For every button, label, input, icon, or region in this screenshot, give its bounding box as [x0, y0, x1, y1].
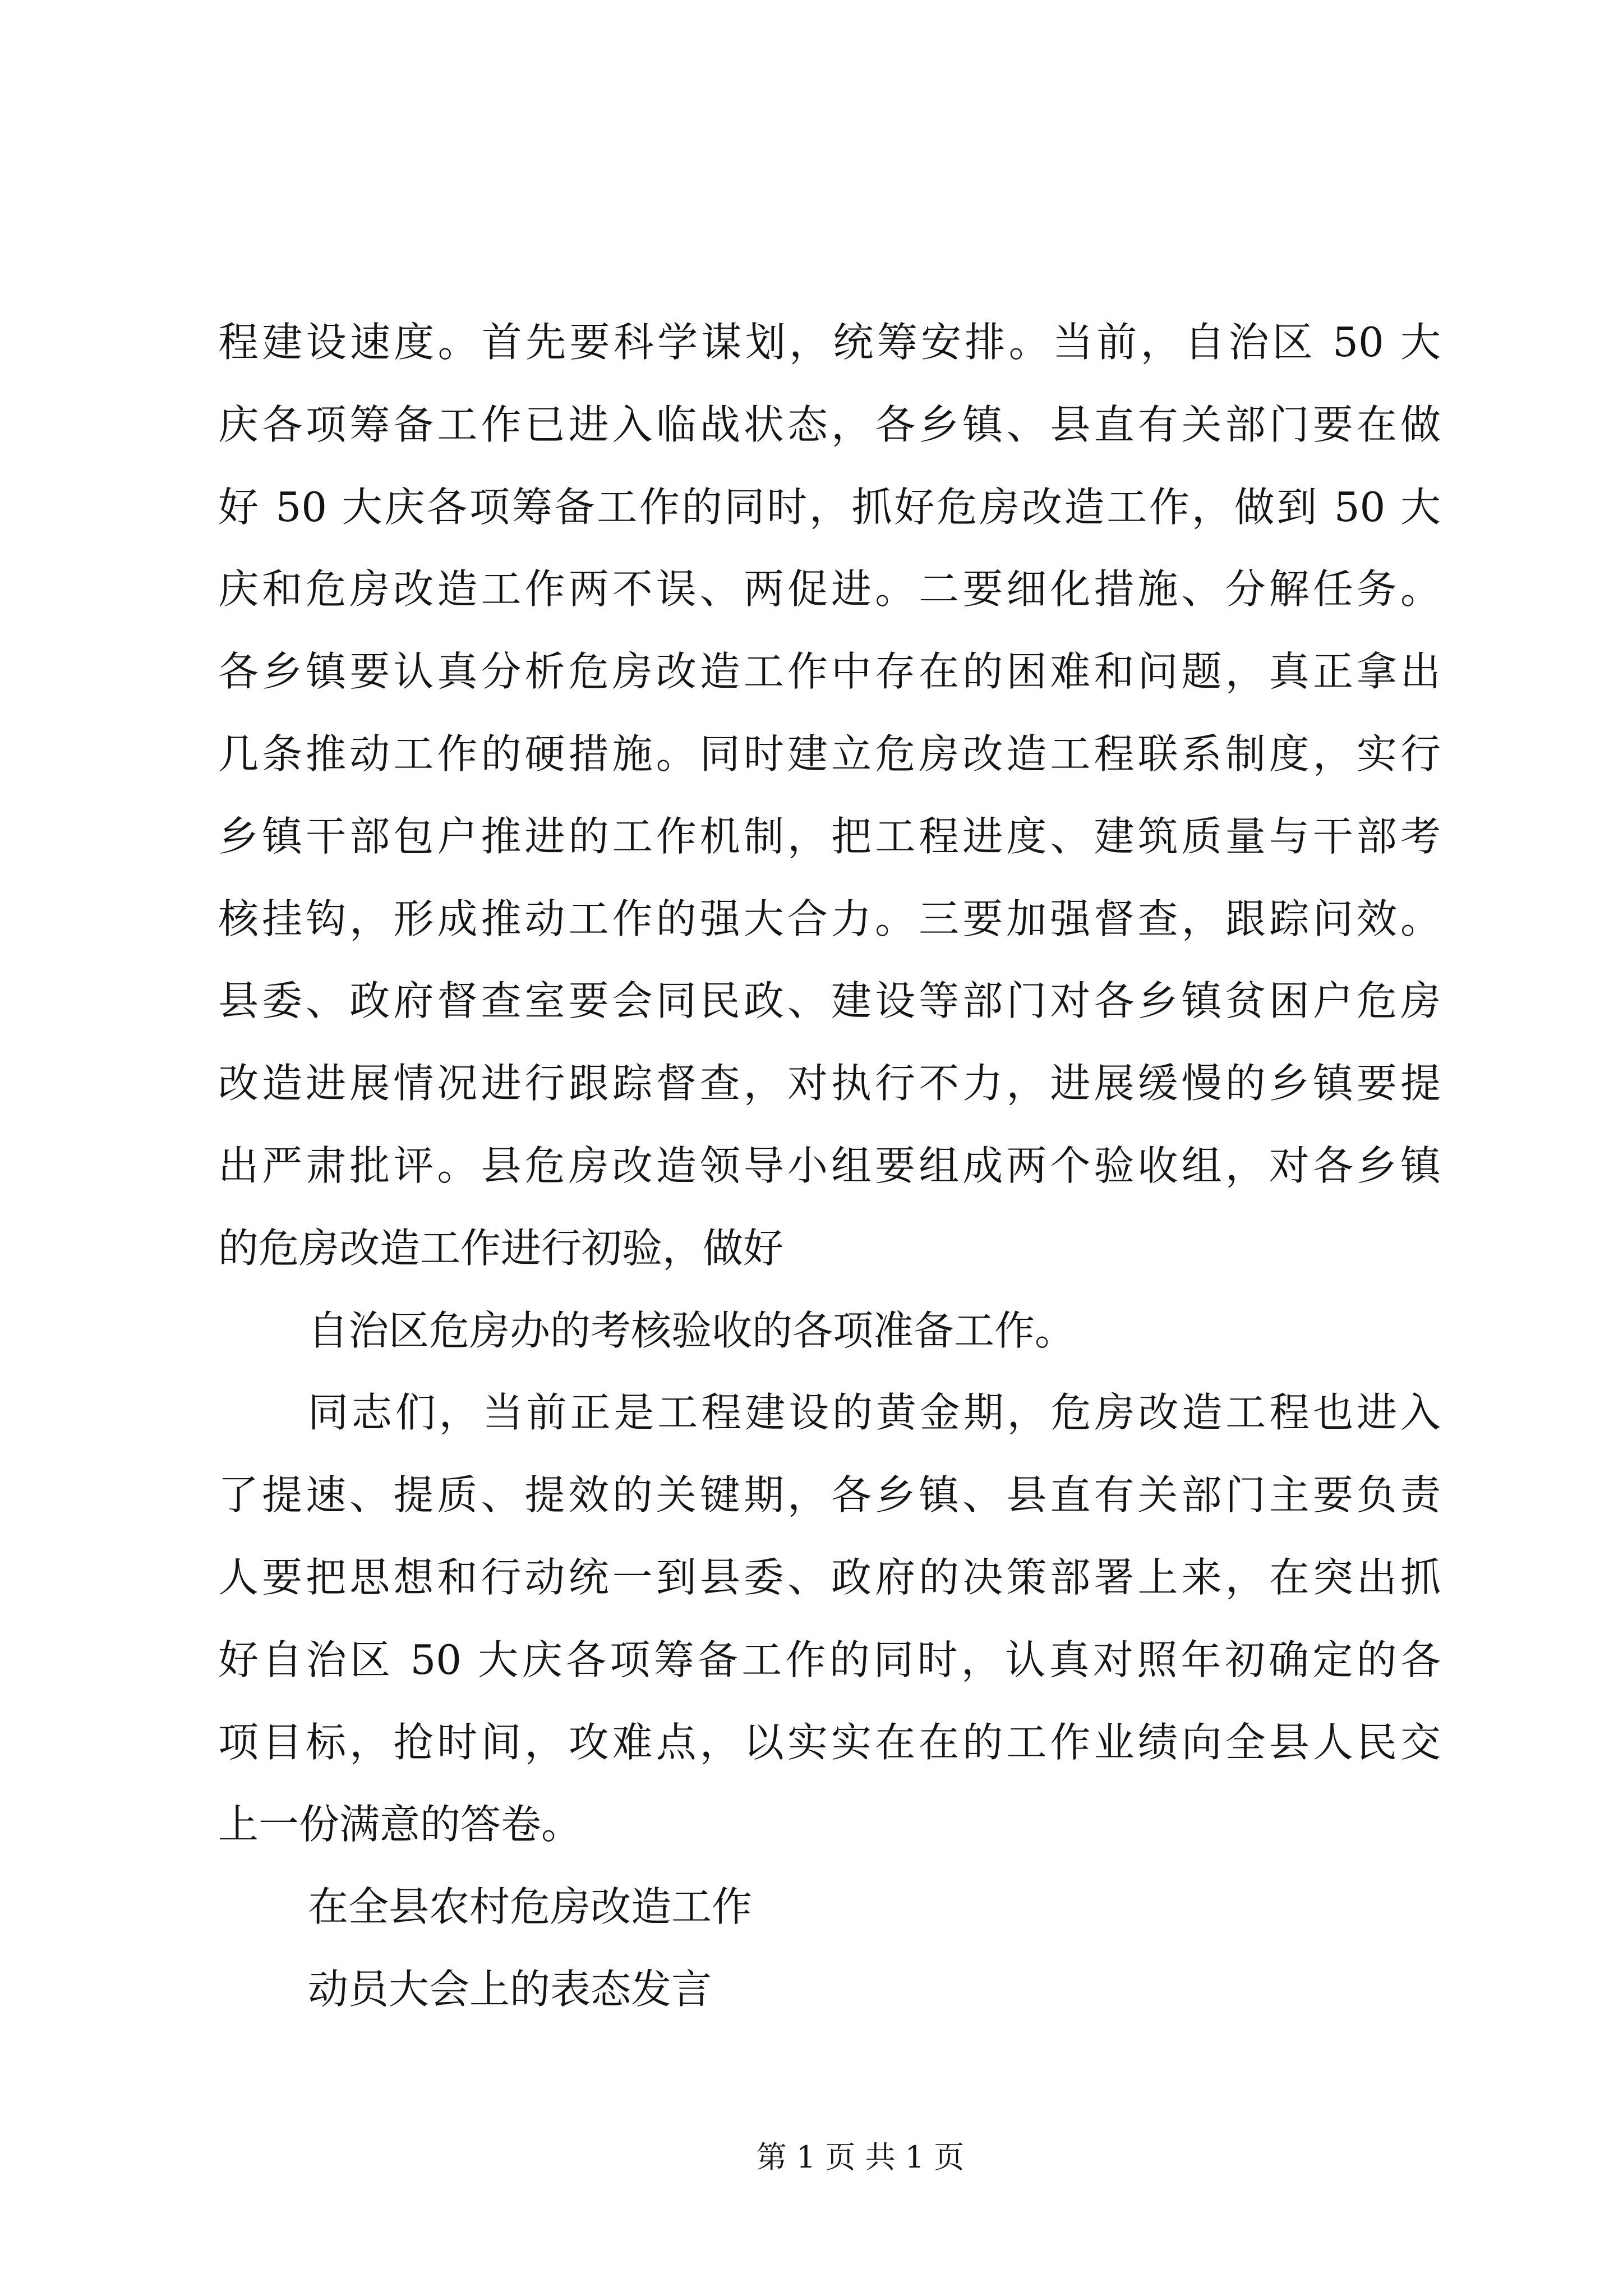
- text-line: 各乡镇要认真分析危房改造工作中存在的困难和问题，真正拿出: [218, 648, 1441, 696]
- text-line: 同志们，当前正是工程建设的黄金期，危房改造工程也进入: [308, 1389, 1441, 1437]
- text-line: 的危房改造工作进行初验，做好: [218, 1224, 784, 1272]
- paragraph: [218, 1290, 1441, 1372]
- text-line: 在全县农村危房改造工作: [308, 1883, 753, 1931]
- page-footer: [218, 2135, 1502, 2180]
- text-line: 自治区危房办的考核验收的各项准备工作。: [308, 1306, 1076, 1354]
- text-line: 核挂钩，形成推动工作的强大合力。三要加强督查，跟踪问效。: [218, 895, 1441, 942]
- text-line: 乡镇干部包户推进的工作机制，把工程进度、建筑质量与干部考: [218, 812, 1441, 860]
- text-line: 上一份满意的答卷。: [218, 1801, 582, 1848]
- text-line: 好自治区 50 大庆各项筹备工作的同时，认真对照年初确定的各: [218, 1636, 1441, 1683]
- text-line: 县委、政府督查室要会同民政、建设等部门对各乡镇贫困户危房: [218, 977, 1441, 1025]
- text-line: 了提速、提质、提效的关键期，各乡镇、县直有关部门主要负责: [218, 1471, 1441, 1519]
- paragraph: [218, 1948, 1441, 2031]
- text-line: 项目标，抢时间，攻难点，以实实在在的工作业绩向全县人民交: [218, 1718, 1441, 1766]
- text-line: 动员大会上的表态发言: [308, 1965, 712, 2013]
- text-line: 人要把思想和行动统一到县委、政府的决策部署上来，在突出抓: [218, 1553, 1441, 1601]
- text-line: 庆各项筹备工作已进入临战状态，各乡镇、县直有关部门要在做: [218, 401, 1441, 448]
- text-line: 程建设速度。首先要科学谋划，统筹安排。当前，自治区 50 大: [218, 319, 1441, 366]
- text-line: 好 50 大庆各项筹备工作的同时，抓好危房改造工作，做到 50 大: [218, 483, 1441, 531]
- paragraph: [218, 1866, 1441, 1948]
- text-line: 改造进展情况进行跟踪督查，对执行不力，进展缓慢的乡镇要提: [218, 1060, 1441, 1107]
- paragraph: [218, 301, 1441, 1290]
- document-body: [218, 301, 1441, 2031]
- text-line: 出严肃批评。县危房改造领导小组要组成两个验收组，对各乡镇: [218, 1142, 1441, 1189]
- page-number-label: 第 1 页 共 1 页: [756, 2139, 965, 2175]
- text-line: 几条推动工作的硬措施。同时建立危房改造工程联系制度，实行: [218, 730, 1441, 777]
- text-line: 庆和危房改造工作两不误、两促进。二要细化措施、分解任务。: [218, 565, 1441, 613]
- paragraph: [218, 1372, 1441, 1866]
